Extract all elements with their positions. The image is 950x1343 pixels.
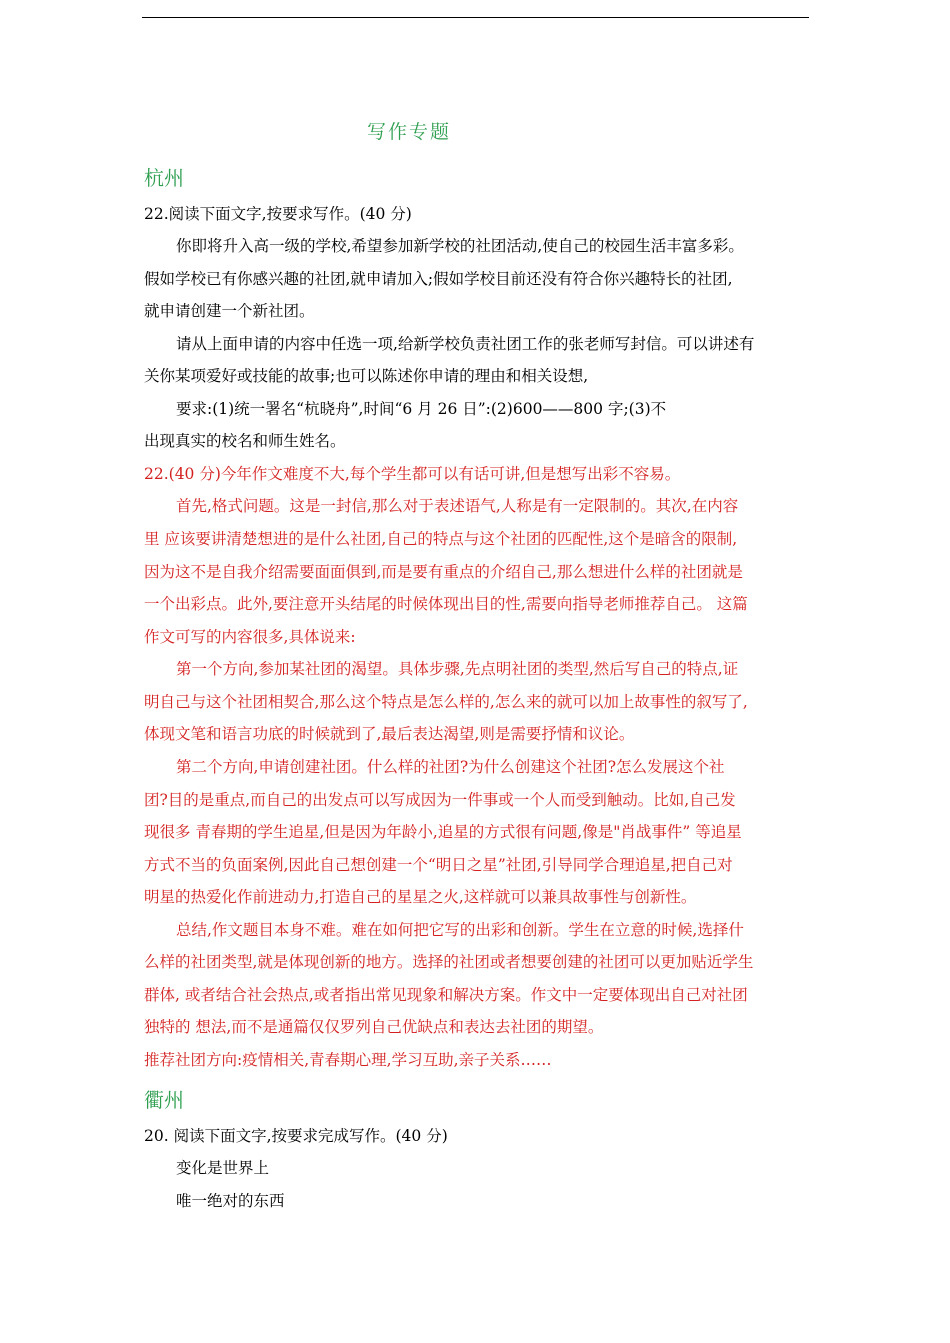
answer-line: 一个出彩点。此外,要注意开头结尾的时候体现出目的性,需要向指导老师推荐自己。 这篇 <box>144 595 748 613</box>
header-rule <box>142 17 809 18</box>
answer-line: 独特的 想法,而不是通篇仅仅罗列自己优缺点和表达去社团的期望。 <box>144 1018 604 1036</box>
answer-line: 里 应该要讲清楚想进的是什么社团,自己的特点与这个社团的匹配性,这个是暗含的限制, <box>144 530 738 548</box>
answer-line: 第一个方向,参加某社团的渴望。具体步骤,先点明社团的类型,然后写自己的特点,证 <box>176 660 739 678</box>
question-22-number: 22.阅读下面文字,按要求写作。(40 分) <box>144 205 412 223</box>
region-heading-hangzhou: 杭州 <box>144 166 184 190</box>
answer-line: 第二个方向,申请创建社团。什么样的社团?为什么创建这个社团?怎么发展这个社 <box>176 758 725 776</box>
answer-line: 因为这不是自我介绍需要面面俱到,而是要有重点的介绍自己,那么想进什么样的社团就是 <box>144 563 743 581</box>
poem-line: 唯一绝对的东西 <box>176 1192 285 1210</box>
poem-line: 变化是世界上 <box>176 1159 270 1177</box>
answer-line: 方式不当的负面案例,因此自己想创建一个“明日之星”社团,引导同学合理追星,把自己对 <box>144 856 733 874</box>
prompt-line: 请从上面申请的内容中任选一项,给新学校负责社团工作的张老师写封信。可以讲述有 <box>176 335 755 353</box>
answer-line: 明星的热爱化作前进动力,打造自己的星星之火,这样就可以兼具故事性与创新性。 <box>144 888 697 906</box>
answer-line: 首先,格式问题。这是一封信,那么对于表述语气,人称是有一定限制的。其次,在内容 <box>176 497 739 515</box>
question-20-number: 20. 阅读下面文字,按要求完成写作。(40 分) <box>144 1127 448 1145</box>
answer-line: 体现文笔和语言功底的时候就到了,最后表达渴望,则是需要抒情和议论。 <box>144 725 635 743</box>
page-title: 写作专题 <box>366 121 451 143</box>
answer-line: 群体, 或者结合社会热点,或者指出常见现象和解决方案。作文中一定要体现出自己对社团 <box>144 986 748 1004</box>
answer-line: 团?目的是重点,而自己的出发点可以写成因为一件事或一个人而受到触动。比如,自己发 <box>144 791 736 809</box>
prompt-line: 就申请创建一个新社团。 <box>144 302 315 320</box>
answer-line: 总结,作文题目本身不难。难在如何把它写的出彩和创新。学生在立意的时候,选择什 <box>176 921 744 939</box>
answer-line: 么样的社团类型,就是体现创新的地方。选择的社团或者想要创建的社团可以更加贴近学生 <box>144 953 754 971</box>
recommended-directions: 推荐社团方向:疫情相关,青春期心理,学习互助,亲子关系…… <box>144 1051 552 1069</box>
prompt-line: 你即将升入高一级的学校,希望参加新学校的社团活动,使自己的校园生活丰富多彩。 <box>176 237 744 255</box>
prompt-line: 假如学校已有你感兴趣的社团,就申请加入;假如学校目前还没有符合你兴趣特长的社团, <box>144 270 733 288</box>
prompt-line: 关你某项爱好或技能的故事;也可以陈述你申请的理由和相关设想, <box>144 367 589 385</box>
answer-line: 22.(40 分)今年作文难度不大,每个学生都可以有话可讲,但是想写出彩不容易。 <box>144 465 681 483</box>
requirement-line: 出现真实的校名和师生姓名。 <box>144 432 346 450</box>
region-heading-quzhou: 衢州 <box>144 1088 184 1112</box>
requirement-line: 要求:(1)统一署名“杭晓舟”,时间“6 月 26 日”:(2)600——800 字;(3)不 <box>176 400 667 418</box>
answer-line: 明自己与这个社团相契合,那么这个特点是怎么样的,怎么来的就可以加上故事性的叙写了, <box>144 693 748 711</box>
answer-line: 作文可写的内容很多,具体说来: <box>144 628 356 646</box>
answer-line: 现很多 青春期的学生追星,但是因为年龄小,追星的方式很有问题,像是"肖战事件” 等追星 <box>144 823 742 841</box>
